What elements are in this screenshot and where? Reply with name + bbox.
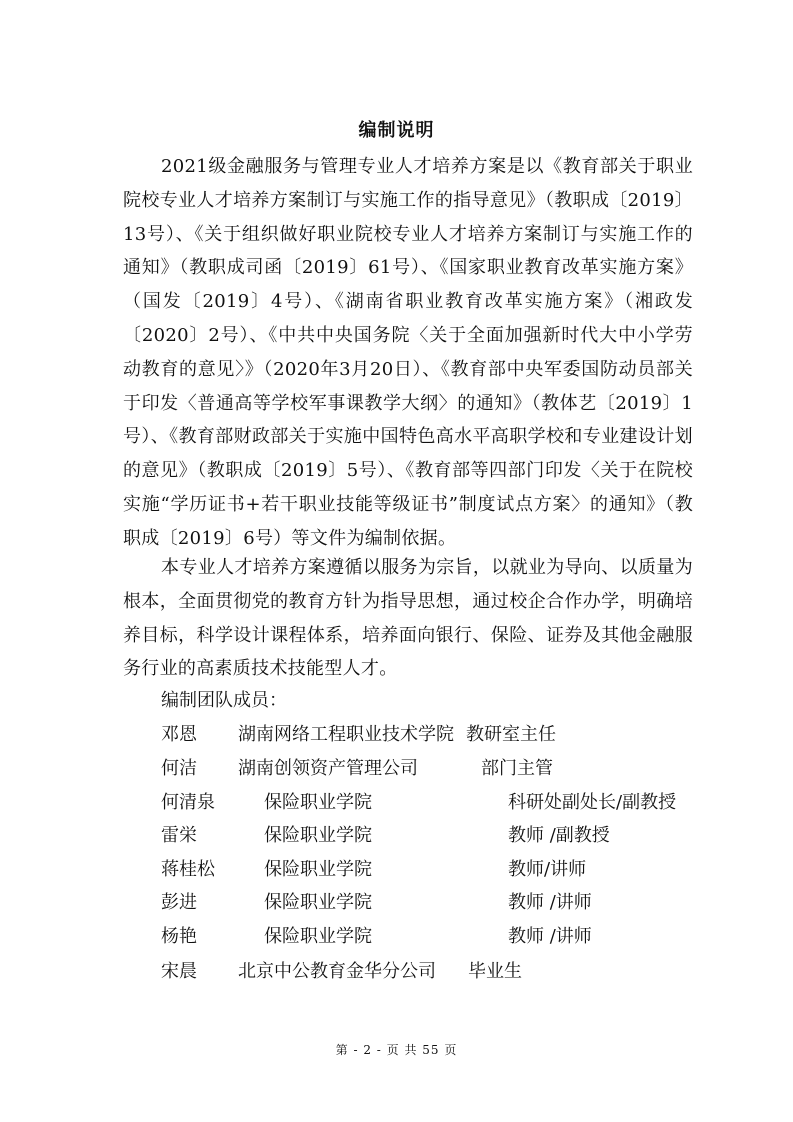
team-member [0, 788, 793, 822]
member-role: 教师 /讲师 [508, 892, 592, 913]
member-role: 教师 /讲师 [508, 926, 592, 947]
member-org: 保险职业学院 [264, 892, 372, 913]
paragraph-purpose-text: 本专业人才培养方案遵循以服务为宗旨，以就业为导向、以质量为根本，全面贯彻党的教育方针为指导思想，通过校企合作办学，明确培养目标，科学设计课程体系，培养面向银行、保险、证券及其他金融服务行业的高素质技术技能型人才。 [123, 557, 693, 680]
paragraph-purpose [123, 551, 693, 686]
member-name: 彭进 [161, 892, 197, 913]
member-org: 湖南创领资产管理公司 [238, 758, 418, 779]
member-role: 教师 /副教授 [508, 825, 610, 846]
member-org: 北京中公教育金华分公司 [238, 961, 436, 982]
member-org: 保险职业学院 [264, 926, 372, 947]
member-name: 雷栄 [161, 825, 197, 846]
member-org: 保险职业学院 [264, 792, 372, 813]
member-name: 邓恩 [161, 724, 197, 745]
member-role: 科研处副处长/副教授 [508, 792, 677, 813]
member-role: 毕业生 [468, 961, 522, 982]
team-member [0, 888, 793, 922]
member-org: 保险职业学院 [264, 859, 372, 880]
page-footer: 第 - 2 - 页 共 55 页 [335, 1043, 458, 1057]
document-title: 编制说明 [358, 120, 435, 141]
member-role: 教师/讲师 [508, 859, 587, 880]
member-name: 蒋桂松 [161, 859, 215, 880]
team-member [0, 922, 793, 956]
team-member [0, 821, 793, 855]
team-member [0, 855, 793, 889]
member-name: 何洁 [161, 758, 197, 779]
member-name: 宋晨 [161, 961, 197, 982]
member-name: 何清泉 [161, 792, 215, 813]
member-org: 湖南网络工程职业技术学院 [238, 724, 454, 745]
team-member [0, 720, 793, 754]
team-member [0, 957, 793, 991]
member-role: 部门主管 [481, 758, 553, 779]
member-org: 保险职业学院 [264, 825, 372, 846]
team-member [0, 754, 793, 788]
paragraph-basis-text: 2021级金融服务与管理专业人才培养方案是以《教育部关于职业院校专业人才培养方案制订与实施工作的指导意见》（教职成〔2019〕13号）、《关于组织做好职业院校专业人才培养方案制订与实施工作的通知》（教职成司函〔2019〕61号）、《国家职业教育改革实施方案》（国发〔2019〕4号）、《湖南省职业教育改革实施方案》（湘政发〔2020〕2号）、《中共中央国务院〈关于全面加强新时代大中小学劳动教育的意见〉》（2020年3月20日）、《教育部中央军委国防动员部关于印发〈普通高等学校军事课教学大纲〉的通知》（教体艺〔2019〕1号）、《教育部财政部关于实施中国特色高水平高职学校和专业建设计划的意见》（教职成〔2019〕5号）、《教育部等四部门印发〈关于在院校实施“学历证书+若干职业技能等级证书”制度试点方案〉的通知》（教职成〔2019〕6号）等文件为编制依据。 [123, 156, 693, 549]
team-label: 编制团队成员： [161, 690, 287, 711]
member-name: 杨艳 [161, 926, 197, 947]
paragraph-basis [123, 150, 693, 556]
member-role: 教研室主任 [466, 724, 556, 745]
